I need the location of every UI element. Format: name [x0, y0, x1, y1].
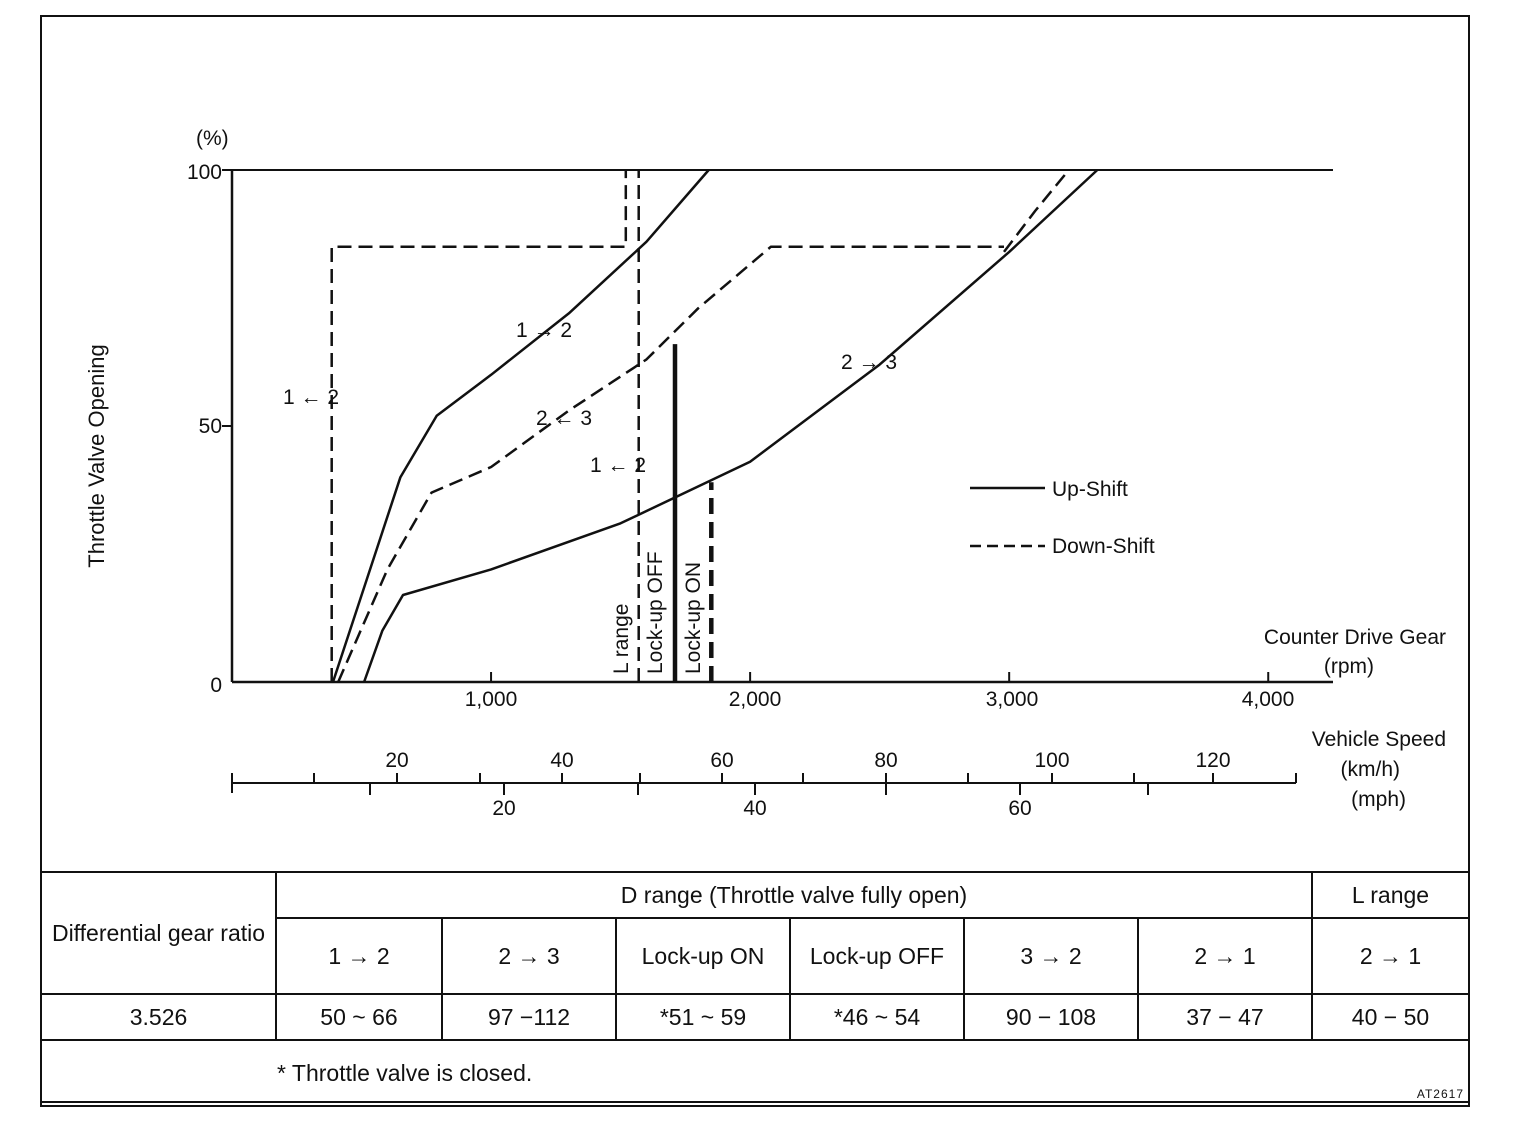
- ratio-header-text: Differential gear ratio: [51, 920, 266, 946]
- ratio-header: [41, 872, 276, 994]
- mph-tick-label: 40: [743, 797, 767, 820]
- column-header: 3 → 2: [964, 918, 1138, 994]
- kmh-unit: (km/h): [1340, 758, 1400, 781]
- x-tick-label: 3,000: [985, 688, 1039, 711]
- column-header: 1 → 2: [276, 918, 442, 994]
- annotation-downshift-1-2-d: 1 ← 2: [590, 454, 647, 477]
- annotation-downshift-2-3: 2 ← 3: [536, 407, 593, 430]
- ratio-value: 3.526: [41, 994, 276, 1040]
- chart-labels: [84, 127, 1446, 820]
- figure-code: AT2617: [1416, 1087, 1464, 1101]
- table-cell: 90 − 108: [964, 994, 1138, 1040]
- kmh-tick-label: 120: [1195, 749, 1231, 772]
- table-cell: *51 ~ 59: [616, 994, 790, 1040]
- x-tick-label: 1,000: [464, 688, 518, 711]
- l-range-header: L range: [1312, 872, 1469, 918]
- kmh-tick-label: 60: [710, 749, 734, 772]
- kmh-tick-label: 80: [874, 749, 898, 772]
- y-tick-label: 100: [186, 161, 222, 184]
- shift-speed-table: [40, 871, 1470, 1107]
- mph-unit: (mph): [1351, 788, 1406, 811]
- y-unit-label: (%): [196, 127, 229, 150]
- y-tick-label: 0: [210, 674, 222, 697]
- table-cell: 40 − 50: [1312, 994, 1469, 1040]
- annotation-upshift-1-2: 1 → 2: [516, 319, 573, 342]
- x-tick-label: 2,000: [728, 688, 782, 711]
- d-range-header: D range (Throttle valve fully open): [276, 872, 1312, 918]
- annotation-lockup-off: Lock-up OFF: [644, 551, 667, 674]
- x-axis-title: Counter Drive Gear: [1263, 626, 1446, 649]
- legend-downshift-label: Down-Shift: [1052, 535, 1155, 558]
- table-cell: 97 −112: [442, 994, 616, 1040]
- table-cell: 37 − 47: [1138, 994, 1312, 1040]
- table-footnote: * Throttle valve is closed.: [41, 1040, 1469, 1106]
- shift-curves: [332, 170, 1098, 682]
- column-header: Lock-up OFF: [790, 918, 964, 994]
- annotation-downshift-1-2-l: 1 ← 2: [283, 386, 340, 409]
- column-header: 2 → 3: [442, 918, 616, 994]
- legend-upshift-label: Up-Shift: [1052, 478, 1128, 501]
- column-header: 2 → 1: [1138, 918, 1312, 994]
- annotation-upshift-2-3: 2 → 3: [841, 351, 898, 374]
- x-axis-unit: (rpm): [1323, 655, 1374, 678]
- column-header: 2 → 1: [1312, 918, 1469, 994]
- y-axis-title: Throttle Valve Opening: [84, 344, 109, 568]
- annotation-lockup-on: Lock-up ON: [682, 561, 705, 674]
- shift-curve-1: [1004, 170, 1069, 252]
- speed-axis-title: Vehicle Speed: [1311, 728, 1446, 751]
- table-cell: 50 ~ 66: [276, 994, 442, 1040]
- annotation-l-range: L range: [610, 603, 633, 674]
- table-cell: *46 ~ 54: [790, 994, 964, 1040]
- mph-tick-label: 60: [1008, 797, 1032, 820]
- kmh-tick-label: 100: [1034, 749, 1070, 772]
- mph-tick-label: 20: [492, 797, 516, 820]
- kmh-tick-label: 40: [550, 749, 574, 772]
- x-tick-label: 4,000: [1241, 688, 1295, 711]
- y-tick-label: 50: [198, 415, 222, 438]
- kmh-tick-label: 20: [385, 749, 409, 772]
- column-header: Lock-up ON: [616, 918, 790, 994]
- shift-curve-3: [338, 247, 1004, 682]
